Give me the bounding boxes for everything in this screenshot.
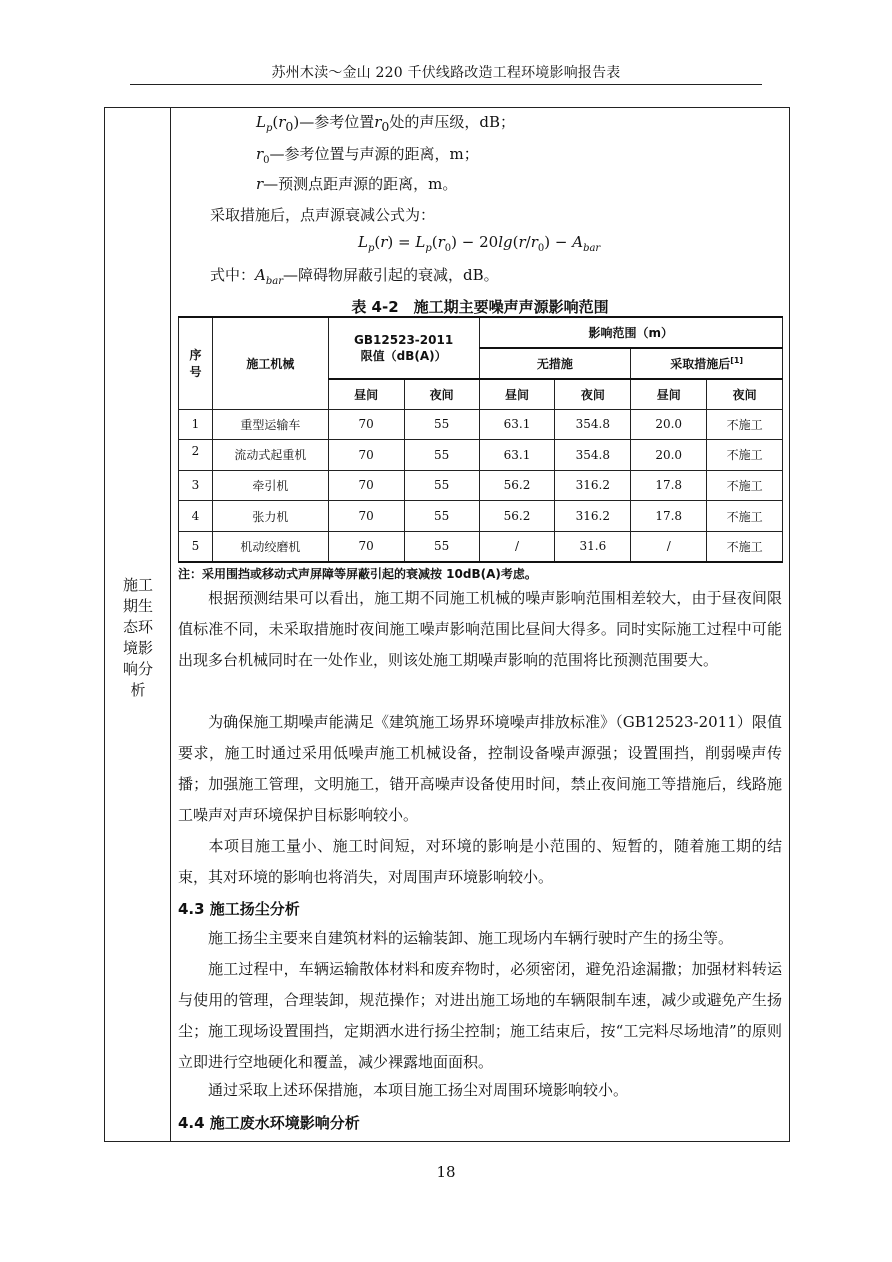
- table-row: [179, 409, 783, 440]
- cell-machine: 机动绞磨机: [212, 531, 328, 562]
- col-header-range: 影响范围（m）: [479, 317, 782, 348]
- def-r: r—预测点距声源的距离，m。: [256, 175, 458, 193]
- side-label-line: 期生: [122, 597, 153, 615]
- cell-no-night: 31.6: [555, 531, 631, 562]
- paragraph-text: 根据预测结果可以看出，施工期不同施工机械的噪声影响范围相差较大，由于昼夜间限值标准不同，未采取措施时夜间施工噪声影响范围比昼间大得多。同时实际施工过程中可能出现多台机械同时在一处作业，则该处施工期噪声影响的范围将比预测范围要大。: [178, 589, 782, 669]
- def-lp-r0: $L_p(r_0)—$参考位置$r_0$处的声压级，dB；: [256, 113, 515, 134]
- with-measure-label: 采取措施后: [670, 357, 731, 371]
- cell-no-day: /: [479, 531, 555, 562]
- cell-no-day: 63.1: [479, 409, 555, 440]
- col-header-limit-night: 夜间: [404, 379, 479, 409]
- table-row: [179, 531, 783, 562]
- cell-m-night: 不施工: [707, 409, 783, 440]
- cell-no-day: 56.2: [479, 501, 555, 532]
- side-label-line: 析: [130, 681, 146, 699]
- formula-intro: 采取措施后，点声源衰减公式为：: [210, 206, 436, 224]
- cell-seq: 3: [179, 470, 213, 501]
- cell-m-day: 20.0: [631, 440, 707, 471]
- footnote-ref: [1]: [730, 356, 744, 365]
- paragraph: [178, 707, 782, 831]
- paragraph-text: 施工过程中，车辆运输散体材料和废弃物时，必须密闭，避免沿途漏撒；加强材料转运与使用的管理，合理装卸，规范操作；对进出施工场地的车辆限制车速，减少或避免产生扬尘；施工现场设置围挡，定期洒水进行扬尘控制；施工结束后，按“工完料尽场地清”的原则立即进行空地硬化和覆盖，减少裸露地面面积。: [178, 960, 782, 1071]
- cell-machine: 张力机: [212, 501, 328, 532]
- cell-m-night: 不施工: [707, 531, 783, 562]
- def-lp-r0-desc: —参考位置: [299, 113, 375, 131]
- paragraph: [178, 954, 782, 1078]
- paragraph: [178, 831, 782, 893]
- cell-seq: 5: [179, 531, 213, 562]
- def-r-desc: —预测点距声源的距离，m。: [263, 175, 458, 193]
- section-heading-4-4: 4.4 施工废水环境影响分析: [178, 1114, 360, 1132]
- cell-m-day: 20.0: [631, 409, 707, 440]
- def-abar: 式中：$A_{bar}—$障碍物屏蔽引起的衰减，dB。: [210, 266, 499, 287]
- paragraph: [178, 1075, 782, 1106]
- cell-limit-night: 55: [404, 531, 479, 562]
- def-abar-desc: —障碍物屏蔽引起的衰减，dB。: [283, 266, 499, 284]
- cell-no-night: 354.8: [555, 409, 631, 440]
- paragraph-text: 为确保施工期噪声能满足《建筑施工场界环境噪声排放标准》（GB12523-2011）限值要求，施工时通过采用低噪声施工机械设备，控制设备噪声源强；设置围挡，削弱噪声传播；加强施工管理，文明施工，错开高噪声设备使用时间，禁止夜间施工等措施后，线路施工噪声对声环境保护目标影响较小。: [178, 713, 782, 824]
- cell-no-night: 354.8: [555, 440, 631, 471]
- col-header-no-day: 昼间: [479, 379, 555, 409]
- attenuation-formula: $L_p(r) = L_p(r_0) - 20\lg(r/r_0) - A_{bar}$: [358, 233, 601, 254]
- cell-m-day: 17.8: [631, 470, 707, 501]
- table-row: [179, 440, 783, 471]
- cell-seq: 2: [179, 440, 213, 471]
- cell-seq: 1: [179, 409, 213, 440]
- col-header-no-night: 夜间: [555, 379, 631, 409]
- cell-machine: 流动式起重机: [212, 440, 328, 471]
- def-abar-prefix: 式中：: [210, 266, 256, 284]
- paragraph-text: 施工扬尘主要来自建筑材料的运输装卸、施工现场内车辆行驶时产生的扬尘等。: [208, 929, 734, 947]
- cell-no-day: 63.1: [479, 440, 555, 471]
- cell-machine: 重型运输车: [212, 409, 328, 440]
- paragraph-text: 本项目施工量小、施工时间短，对环境的影响是小范围的、短暂的，随着施工期的结束，其对环境的影响也将消失，对周围声环境影响较小。: [178, 837, 782, 886]
- def-r0-desc: —参考位置与声源的距离，m；: [269, 145, 479, 163]
- side-label-line: 境影: [122, 639, 153, 657]
- paragraph: [178, 583, 782, 676]
- cell-limit-day: 70: [328, 409, 404, 440]
- header-rule: [130, 84, 762, 85]
- document-header: 苏州木渎～金山 220 千伏线路改造工程环境影响报告表: [271, 65, 621, 81]
- cell-limit-night: 55: [404, 501, 479, 532]
- cell-limit-night: 55: [404, 440, 479, 471]
- section-heading-4-3: 4.3 施工扬尘分析: [178, 900, 300, 918]
- table-note: 注：采用围挡或移动式声屏障等屏蔽引起的衰减按 10dB(A)考虑。: [178, 567, 537, 581]
- def-r0: $r_0—$参考位置与声源的距离，m；: [256, 145, 479, 166]
- side-column: [105, 108, 171, 1141]
- cell-limit-night: 55: [404, 470, 479, 501]
- col-header-no-measure: 无措施: [479, 348, 631, 379]
- cell-no-night: 316.2: [555, 501, 631, 532]
- side-label-line: 态环: [122, 618, 153, 636]
- noise-impact-table: [178, 316, 783, 563]
- cell-seq: 4: [179, 501, 213, 532]
- cell-m-night: 不施工: [707, 440, 783, 471]
- col-header-m-day: 昼间: [631, 379, 707, 409]
- cell-limit-day: 70: [328, 470, 404, 501]
- col-header-with-measure: [631, 348, 783, 379]
- cell-limit-night: 55: [404, 409, 479, 440]
- cell-m-day: 17.8: [631, 501, 707, 532]
- col-header-limit-day: 昼间: [328, 379, 404, 409]
- cell-m-night: 不施工: [707, 501, 783, 532]
- paragraph: [178, 923, 782, 954]
- table-title: 表 4-2 施工期主要噪声声源影响范围: [351, 298, 609, 316]
- side-label-line: 施工: [122, 576, 153, 594]
- table-row: [179, 501, 783, 532]
- cell-limit-day: 70: [328, 531, 404, 562]
- cell-m-day: /: [631, 531, 707, 562]
- cell-m-night: 不施工: [707, 470, 783, 501]
- table-row: [179, 470, 783, 501]
- cell-limit-day: 70: [328, 501, 404, 532]
- col-header-m-night: 夜间: [707, 379, 783, 409]
- col-header-seq: 序号: [179, 317, 213, 409]
- cell-machine: 牵引机: [212, 470, 328, 501]
- def-lp-r0-tail: 处的声压级，dB；: [389, 113, 515, 131]
- cell-limit-day: 70: [328, 440, 404, 471]
- col-header-limit: GB12523-2011 限值（dB(A)）: [328, 317, 479, 379]
- col-header-machine: 施工机械: [212, 317, 328, 409]
- cell-no-day: 56.2: [479, 470, 555, 501]
- side-label: [105, 575, 171, 701]
- page-number: 18: [436, 1163, 456, 1181]
- side-label-line: 响分: [122, 660, 153, 678]
- paragraph-text: 通过采取上述环保措施，本项目施工扬尘对周围环境影响较小。: [208, 1081, 629, 1099]
- cell-no-night: 316.2: [555, 470, 631, 501]
